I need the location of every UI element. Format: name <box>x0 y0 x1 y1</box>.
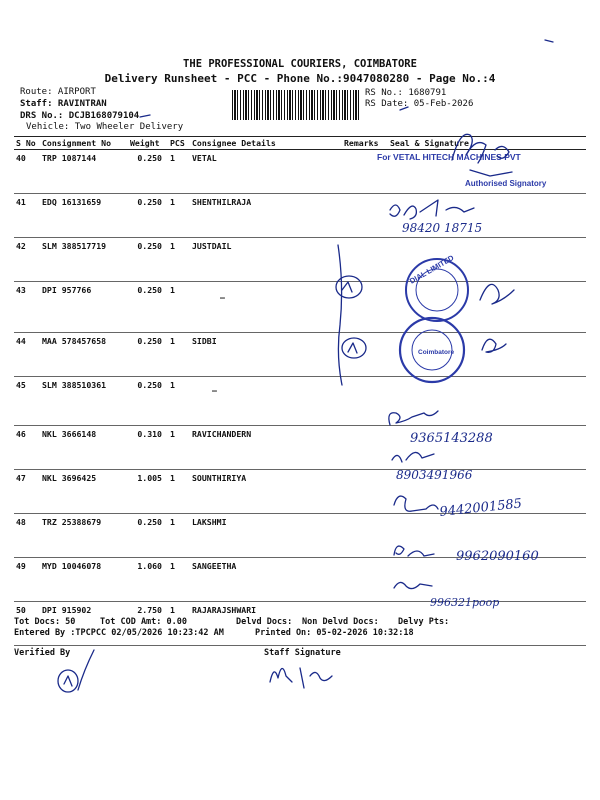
justdial-seal-text: DIAL LIMITED <box>408 253 456 286</box>
row-pcs: 1 <box>168 426 190 470</box>
phone-48: 9442001585 <box>438 496 523 520</box>
row-pcs: 1 <box>168 558 190 602</box>
delivered-docs: Delvd Docs: <box>236 617 293 627</box>
runsheet-subtitle: Delivery Runsheet - PCC - Phone No.:9047080280 - Page No.:4 <box>104 72 496 85</box>
row-consignment: DPI 957766 <box>40 282 128 333</box>
phone-41: 98420 18715 <box>402 221 483 235</box>
row-consignee: SHENTHILRAJA <box>190 194 342 238</box>
rs-date: RS Date: 05-Feb-2026 <box>365 99 474 109</box>
row-consignee: SIDBI <box>190 333 342 377</box>
row-consignee: SOUNTHIRIYA <box>190 470 342 514</box>
row-consignment: NKL 3666148 <box>40 426 128 470</box>
pen-mark <box>545 40 553 42</box>
row-consignee: SANGEETHA <box>190 558 342 602</box>
row-sno: 40 <box>14 150 40 194</box>
row-sno: 42 <box>14 238 40 282</box>
signature-scribble <box>392 452 434 462</box>
remark-mark <box>348 343 357 353</box>
remark-line <box>338 245 342 385</box>
row-weight: 2.750 <box>128 602 168 646</box>
row-weight: 0.250 <box>128 514 168 558</box>
signature-scribble <box>394 496 438 511</box>
signature-scribble <box>390 200 474 219</box>
total-docs: Tot Docs: 50 <box>14 617 76 627</box>
col-weight: Weight <box>128 137 168 150</box>
row-pcs: 1 <box>168 514 190 558</box>
row-weight: 0.250 <box>128 333 168 377</box>
col-seal-signature: Seal & Signature <box>388 137 586 150</box>
row-pcs: 1 <box>168 194 190 238</box>
row-consignment: MAA 578457658 <box>40 333 128 377</box>
row-consignee: RAJARAJSHWARI <box>190 602 342 646</box>
drs-number: DRS No.: DCJB168079104 <box>20 111 140 121</box>
row-consignment: TRP 1087144 <box>40 150 128 194</box>
row-pcs: 1 <box>168 470 190 514</box>
row-consignee: — <box>190 377 342 426</box>
phone-49: 9962090160 <box>456 549 539 564</box>
phone-46: 9365143288 <box>410 431 493 446</box>
signature-scribble <box>394 546 434 556</box>
total-cod: Tot COD Amt: 0.00 <box>100 617 187 627</box>
signature-scribble <box>480 284 514 304</box>
row-sno: 50 <box>14 602 40 646</box>
remark-mark <box>342 282 352 292</box>
row-sno: 43 <box>14 282 40 333</box>
pen-mark <box>140 107 408 117</box>
row-sno: 41 <box>14 194 40 238</box>
verified-by-label: Verified By <box>14 648 71 658</box>
row-consignment: DPI 915902 <box>40 602 128 646</box>
non-delivered-docs: Non Delvd Docs: <box>302 617 379 627</box>
row-consignment: NKL 3696425 <box>40 470 128 514</box>
row-consignee: JUSTDAIL <box>190 238 342 282</box>
row-consignment: SLM 388517719 <box>40 238 128 282</box>
row-weight: 0.250 <box>128 282 168 333</box>
row-weight: 0.250 <box>128 194 168 238</box>
verified-circle <box>58 670 78 692</box>
col-consignee: Consignee Details <box>190 137 342 150</box>
row-pcs: 1 <box>168 150 190 194</box>
row-pcs: 1 <box>168 282 190 333</box>
authorised-signatory-text: Authorised Signatory <box>465 179 547 188</box>
row-consignee: VETAL <box>190 150 342 194</box>
remark-circle <box>342 338 366 358</box>
row-weight: 1.005 <box>128 470 168 514</box>
row-sno: 49 <box>14 558 40 602</box>
row-pcs: 1 <box>168 333 190 377</box>
staff-signature-label: Staff Signature <box>264 648 341 658</box>
row-consignment: SLM 388510361 <box>40 377 128 426</box>
row-sno: 47 <box>14 470 40 514</box>
remark-circle <box>336 276 362 298</box>
stamp-vetal-text: For VETAL HITECH MACHINES PVT <box>377 152 521 162</box>
row-sno: 46 <box>14 426 40 470</box>
row-weight: 0.250 <box>128 150 168 194</box>
col-sno: S No <box>14 137 40 150</box>
row-consignment: EDQ 16131659 <box>40 194 128 238</box>
row-sno: 44 <box>14 333 40 377</box>
sidbi-seal-text: Coimbatore <box>418 349 455 356</box>
printed-on: Printed On: 05-02-2026 10:32:18 <box>255 628 414 638</box>
signature-scribble <box>482 339 506 352</box>
row-weight: 1.060 <box>128 558 168 602</box>
staff-label: Staff: RAVINTRAN <box>20 99 107 109</box>
signature-scribble <box>389 411 438 425</box>
row-sno: 45 <box>14 377 40 426</box>
row-weight: 0.310 <box>128 426 168 470</box>
rs-number: RS No.: 1680791 <box>365 88 447 98</box>
row-consignee: LAKSHMI <box>190 514 342 558</box>
row-pcs: 1 <box>168 602 190 646</box>
delivery-points: Delvy Pts: <box>398 617 450 627</box>
col-remarks: Remarks <box>342 137 388 150</box>
company-title: THE PROFESSIONAL COURIERS, COIMBATORE <box>183 58 417 70</box>
row-weight: 0.250 <box>128 377 168 426</box>
route-label: Route: AIRPORT <box>20 87 96 97</box>
row-sno: 48 <box>14 514 40 558</box>
col-consignment: Consignment No <box>40 137 128 150</box>
row-pcs: 1 <box>168 238 190 282</box>
entered-by: Entered By :TPCPCC 02/05/2026 10:23:42 AM <box>14 628 224 638</box>
col-pcs: PCS <box>168 137 190 150</box>
row-consignee: RAVICHANDERN <box>190 426 342 470</box>
phone-50: 996321poop <box>430 596 500 609</box>
row-consignee: — <box>190 282 342 333</box>
row-weight: 0.250 <box>128 238 168 282</box>
signature-scribble <box>394 582 432 588</box>
vehicle-label: Vehicle: Two Wheeler Delivery <box>26 122 184 132</box>
row-consignment: MYD 10046078 <box>40 558 128 602</box>
row-pcs: 1 <box>168 377 190 426</box>
row-consignment: TRZ 25388679 <box>40 514 128 558</box>
phone-47: 8903491966 <box>396 468 473 482</box>
staff-signature-scribble <box>270 668 332 688</box>
